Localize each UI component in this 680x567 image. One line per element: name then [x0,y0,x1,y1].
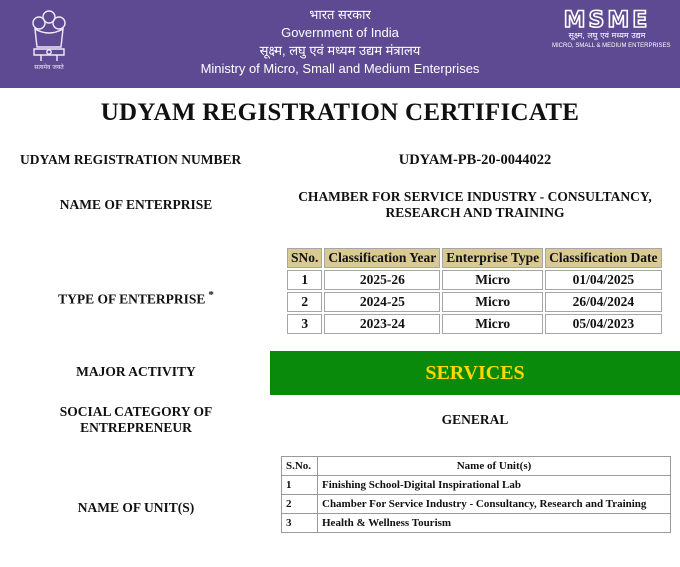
government-title: Government of India [281,25,399,40]
cell-sno: 1 [282,476,318,495]
enterprise-name-line-1: CHAMBER FOR SERVICE INDUSTRY - CONSULTANCY, [298,189,652,204]
table-row [287,314,662,334]
cell-sno: 3 [287,314,322,334]
msme-logo-text: MSME [563,8,651,30]
major-activity-value: SERVICES [270,351,680,395]
col-header-enterprise-type: Enterprise Type [442,248,543,268]
government-header [0,0,680,88]
social-category-label [20,404,252,436]
col-header-sno: SNo. [287,248,322,268]
social-category-label-line-1: SOCIAL CATEGORY OF [59,404,213,419]
footnote-marker: * [208,289,214,301]
cell-unit-name: Finishing School-Digital Inspirational Lab [318,476,671,495]
msme-hindi-caption: सूक्ष्म, लघु एवं मध्यम उद्यम [568,31,646,40]
ministry-title: Ministry of Micro, Small and Medium Enterprises [200,61,480,76]
enterprise-name-label: NAME OF ENTERPRISE [59,197,213,212]
cell-date: 05/04/2023 [545,314,661,334]
units-table [281,456,671,533]
cell-unit-name: Chamber For Service Industry - Consultancy, Research and Training [318,495,671,514]
cell-year: 2025-26 [324,270,440,290]
col-header-classification-year: Classification Year [324,248,440,268]
cell-sno: 2 [282,495,318,514]
enterprise-type-label [20,287,252,308]
col-header-unit-name: Name of Unit(s) [318,457,671,476]
enterprise-name-line-2: RESEARCH AND TRAINING [385,205,565,220]
social-category-label-line-2: ENTREPRENEUR [80,420,192,435]
enterprise-type-label-text: TYPE OF ENTERPRISE [58,291,206,307]
cell-year: 2024-25 [324,292,440,312]
cell-sno: 3 [282,514,318,533]
registration-number-value: UDYAM-PB-20-0044022 [398,152,552,168]
cell-unit-name: Health & Wellness Tourism [318,514,671,533]
major-activity-label: MAJOR ACTIVITY [76,364,196,379]
cell-type: Micro [442,270,543,290]
msme-caption: MICRO, SMALL & MEDIUM ENTERPRISES [552,43,671,49]
col-header-classification-date: Classification Date [545,248,661,268]
table-row [287,270,662,290]
col-header-sno: S.No. [282,457,318,476]
table-row [282,476,671,495]
units-header-row [282,457,671,476]
cell-type: Micro [442,292,543,312]
enterprise-name-value [270,189,680,221]
cell-sno: 1 [287,270,322,290]
registration-number-label: UDYAM REGISTRATION NUMBER [20,152,242,167]
hindi-government-title: भारत सरकार [309,7,371,22]
unit-names-label: NAME OF UNIT(S) [77,500,195,515]
enterprise-type-table [285,246,664,336]
hindi-ministry-title: सूक्ष्म, लघु एवं मध्यम उद्यम मंत्रालय [259,43,421,58]
msme-logo-icon [553,6,661,30]
certificate-title: UDYAM REGISTRATION CERTIFICATE [100,99,580,126]
table-row [287,292,662,312]
cell-year: 2023-24 [324,314,440,334]
cell-date: 26/04/2024 [545,292,661,312]
cell-sno: 2 [287,292,322,312]
enterprise-type-header-row [287,248,662,268]
table-row [282,514,671,533]
table-row [282,495,671,514]
emblem-motto: सत्यमेव जयते [34,64,64,71]
header-titles [170,6,510,78]
cell-type: Micro [442,314,543,334]
social-category-value: GENERAL [441,412,509,427]
cell-date: 01/04/2025 [545,270,661,290]
